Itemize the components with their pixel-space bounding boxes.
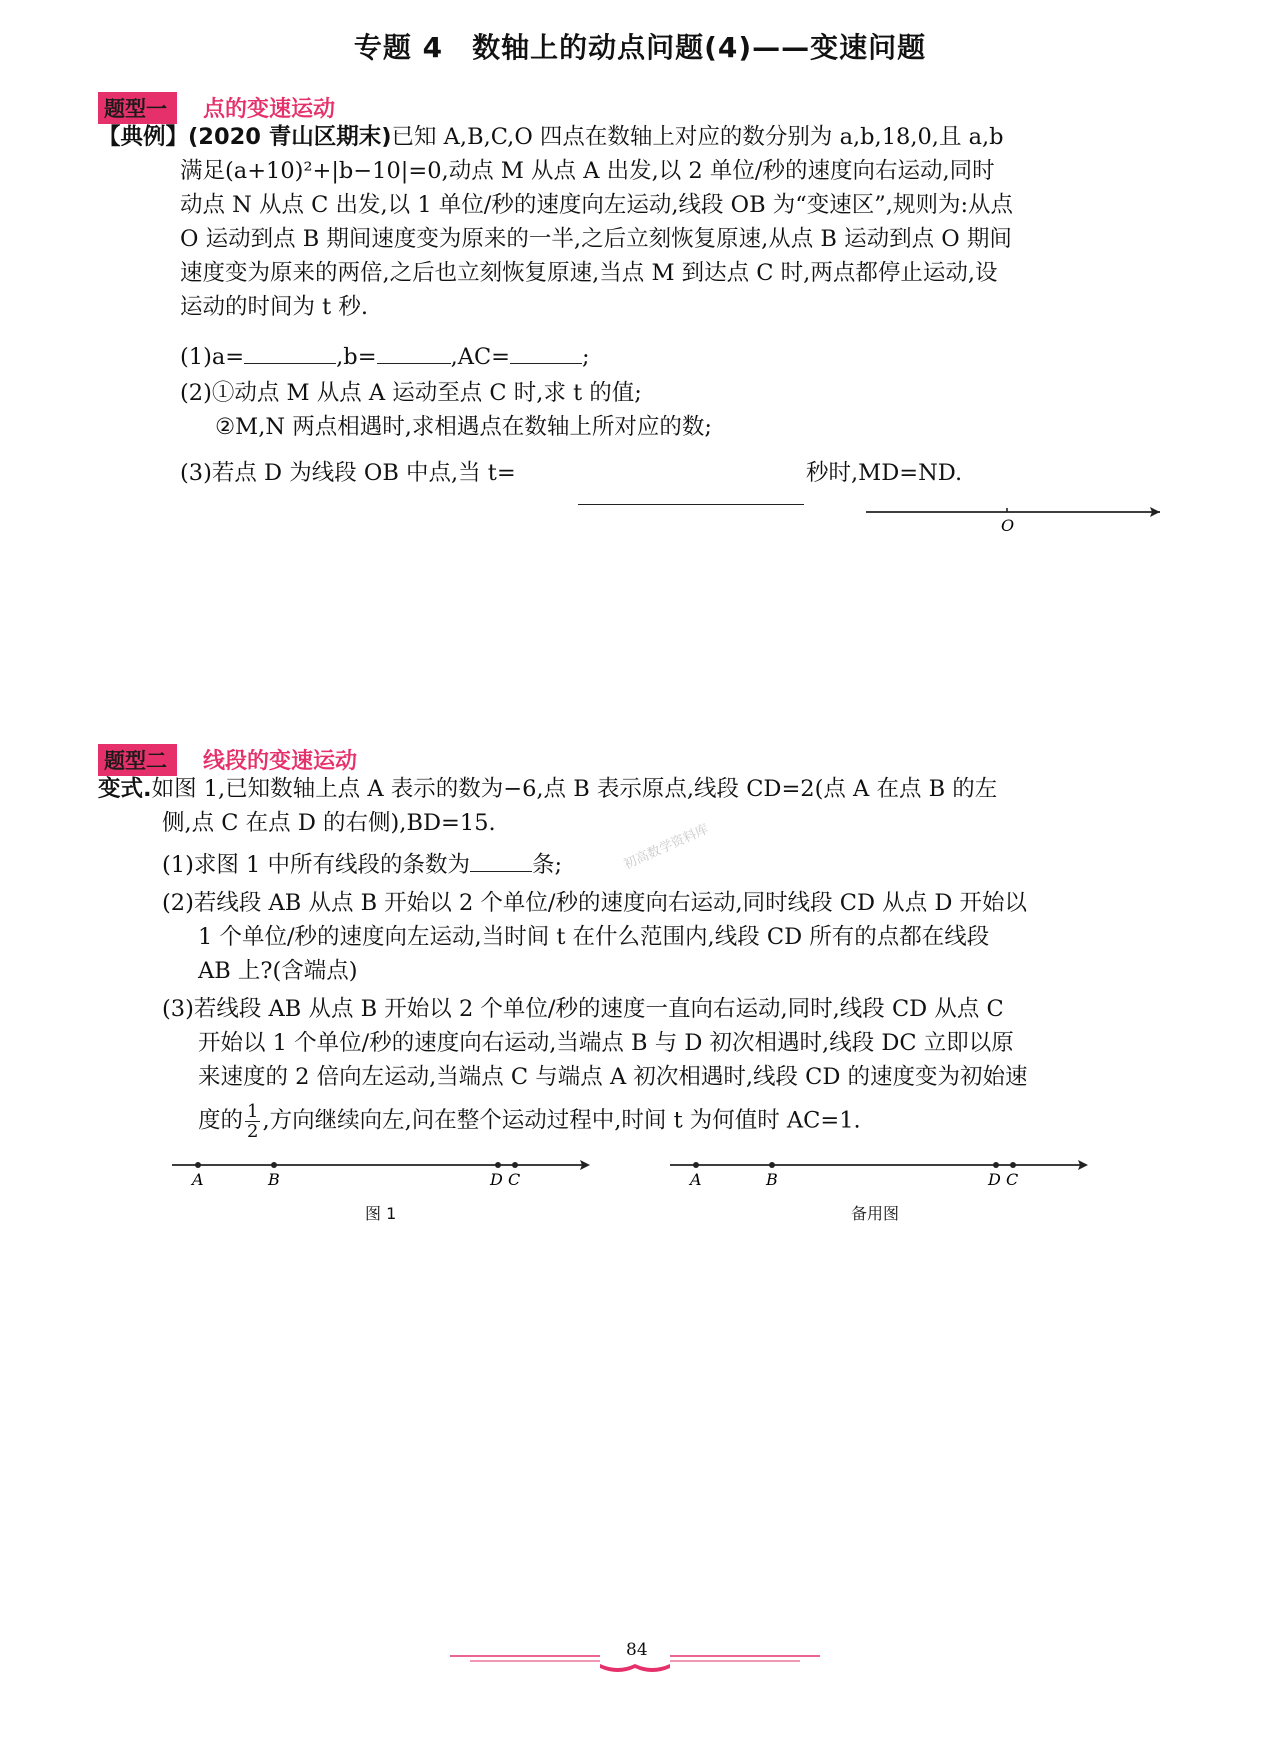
fraction-numerator: 1 xyxy=(247,1101,259,1122)
fig2-label-d: D xyxy=(988,1170,1001,1189)
answer-blank-a[interactable] xyxy=(244,341,336,364)
q1-b-label: ,b= xyxy=(336,344,377,370)
answer-blank-b[interactable] xyxy=(377,341,451,364)
section-1-title: 点的变速运动 xyxy=(203,97,336,122)
example-lead: 【典例】(2020 青山区期末) xyxy=(98,124,392,150)
variant-question-2-line-3: AB 上?(含端点) xyxy=(198,958,358,984)
fig2-label-a: A xyxy=(690,1170,702,1189)
vq1-suffix: 条; xyxy=(532,852,563,878)
example-line-1 xyxy=(98,120,1004,154)
example-line-6: 运动的时间为 t 秒. xyxy=(180,294,368,320)
variant-question-3-line-4 xyxy=(198,1102,861,1141)
fig1-label-c: C xyxy=(508,1170,521,1189)
page-title: 专题 4 数轴上的动点问题(4)——变速问题 xyxy=(353,31,927,64)
variant-question-1 xyxy=(162,848,562,882)
q3-prefix: (3)若点 D 为线段 OB 中点,当 t= xyxy=(180,460,516,486)
variant-line-2: 侧,点 C 在点 D 的右侧),BD=15. xyxy=(162,810,496,836)
fig1-point-a xyxy=(195,1162,201,1168)
fraction-one-half xyxy=(245,1102,260,1141)
fig2-label-b: B xyxy=(766,1170,778,1189)
section-2-title: 线段的变速运动 xyxy=(203,749,358,774)
figure-1-caption: 图 1 xyxy=(365,1204,397,1223)
q3-suffix: 秒时,MD=ND. xyxy=(806,460,963,486)
spare-figure-number-line xyxy=(666,1150,1096,1190)
question-2-part-2: ②M,N 两点相遇时,求相遇点在数轴上所对应的数; xyxy=(215,414,712,440)
answer-blank-count[interactable] xyxy=(470,849,532,872)
variant-question-3-line-2: 开始以 1 个单位/秒的速度向右运动,当端点 B 与 D 初次相遇时,线段 DC 立即以原 xyxy=(198,1030,1014,1056)
book-icon xyxy=(600,1664,670,1672)
q1-a-label: (1)a= xyxy=(180,344,245,370)
q1-ac-label: ,AC= xyxy=(450,344,511,370)
vq3-last-prefix: 度的 xyxy=(198,1107,244,1134)
fraction-denominator: 2 xyxy=(247,1121,259,1142)
answer-blank-t[interactable] xyxy=(578,504,804,505)
q1-end: ; xyxy=(582,344,590,370)
question-1 xyxy=(180,340,590,374)
fig1-label-a: A xyxy=(192,1170,204,1189)
example-line-2: 满足(a+10)²+|b−10|=0,动点 M 从点 A 出发,以 2 单位/秒的速度向右运动,同时 xyxy=(180,158,995,184)
fig1-label-b: B xyxy=(268,1170,280,1189)
fig2-point-c xyxy=(1010,1162,1016,1168)
vq1-prefix: (1)求图 1 中所有线段的条数为 xyxy=(162,852,470,878)
example-line-3: 动点 N 从点 C 出发,以 1 单位/秒的速度向左运动,线段 OB 为“变速区”,规则为:从点 xyxy=(180,192,1014,218)
answer-blank-ac[interactable] xyxy=(510,341,582,364)
example-line-4: O 运动到点 B 期间速度变为原来的一半,之后立刻恢复原速,从点 B 运动到点 O 期间 xyxy=(180,226,1012,252)
variant-text-1: 如图 1,已知数轴上点 A 表示的数为−6,点 B 表示原点,线段 CD=2(点 A 在点 B 的左 xyxy=(151,776,998,802)
vq3-last-suffix: ,方向继续向左,问在整个运动过程中,时间 t 为何值时 AC=1. xyxy=(262,1107,861,1134)
number-line-o xyxy=(860,500,1170,540)
question-3 xyxy=(180,456,516,490)
fig1-label-d: D xyxy=(490,1170,503,1189)
fig2-point-a xyxy=(693,1162,699,1168)
example-line-5: 速度变为原来的两倍,之后也立刻恢复原速,当点 M 到达点 C 时,两点都停止运动,设 xyxy=(180,260,998,286)
fig1-point-c xyxy=(512,1162,518,1168)
variant-lead: 变式. xyxy=(98,776,152,802)
watermark: 初高数学资料库 xyxy=(621,821,711,873)
variant-line-1 xyxy=(98,772,997,806)
section-1-tag: 题型一 xyxy=(98,92,177,124)
fig2-point-d xyxy=(993,1162,999,1168)
page-number: 84 xyxy=(626,1640,648,1660)
fig2-point-b xyxy=(769,1162,775,1168)
fig1-point-d xyxy=(495,1162,501,1168)
variant-question-2-line-1: (2)若线段 AB 从点 B 开始以 2 个单位/秒的速度向右运动,同时线段 CD 从点 D 开始以 xyxy=(162,890,1028,916)
question-2-part-1: (2)①动点 M 从点 A 运动至点 C 时,求 t 的值; xyxy=(180,380,642,406)
example-text-1: 已知 A,B,C,O 四点在数轴上对应的数分别为 a,b,18,0,且 a,b xyxy=(391,124,1004,150)
origin-label: O xyxy=(1001,516,1015,535)
figure-1-number-line xyxy=(168,1150,598,1190)
spare-figure-caption: 备用图 xyxy=(851,1204,900,1223)
variant-question-2-line-2: 1 个单位/秒的速度向左运动,当时间 t 在什么范围内,线段 CD 所有的点都在线段 xyxy=(198,924,990,950)
variant-question-3-line-3: 来速度的 2 倍向左运动,当端点 C 与端点 A 初次相遇时,线段 CD 的速度变为初始速 xyxy=(198,1064,1028,1090)
section-2-tag: 题型二 xyxy=(98,744,177,776)
fig1-point-b xyxy=(271,1162,277,1168)
fig2-label-c: C xyxy=(1006,1170,1019,1189)
variant-question-3-line-1: (3)若线段 AB 从点 B 开始以 2 个单位/秒的速度一直向右运动,同时,线段 CD 从点 C xyxy=(162,996,1004,1022)
